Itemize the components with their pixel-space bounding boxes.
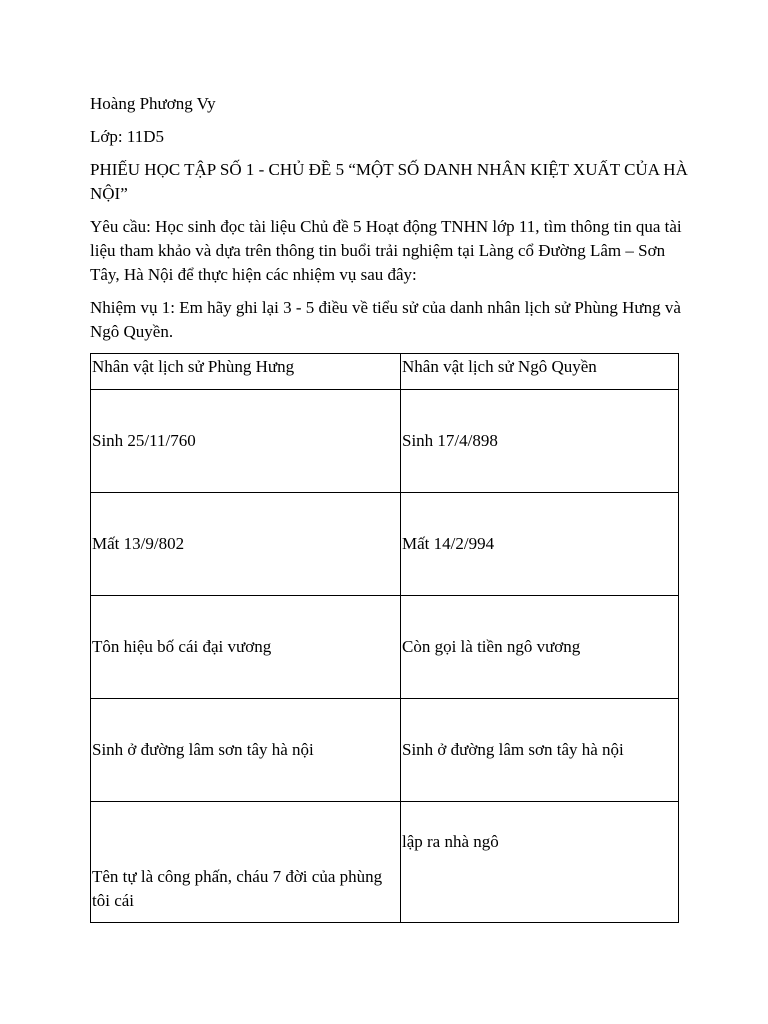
- biography-table: [90, 353, 679, 923]
- student-name: Hoàng Phương Vy: [90, 94, 216, 113]
- table-row: [91, 596, 679, 699]
- cell-phung-hung: Mất 13/9/802: [91, 493, 401, 596]
- cell-ngo-quyen: Sinh 17/4/898: [401, 390, 679, 493]
- cell-ngo-quyen: Sinh ở đường lâm sơn tây hà nội: [401, 699, 679, 802]
- class-label: Lớp: 11D5: [90, 127, 164, 146]
- cell-phung-hung: Sinh 25/11/760: [91, 390, 401, 493]
- worksheet-page: [90, 92, 690, 923]
- cell-ngo-quyen: Mất 14/2/994: [401, 493, 679, 596]
- cell-ngo-quyen: lập ra nhà ngô: [401, 802, 679, 923]
- task-1-text: Nhiệm vụ 1: Em hãy ghi lại 3 - 5 điều về tiểu sử của danh nhân lịch sử Phùng Hưng và Ngô Quyền.: [90, 298, 681, 341]
- table-row: [91, 802, 679, 923]
- cell-phung-hung: Tên tự là công phấn, cháu 7 đời của phùng tôi cái: [91, 802, 401, 923]
- table-row: [91, 699, 679, 802]
- header-phung-hung: Nhân vật lịch sử Phùng Hưng: [91, 354, 401, 390]
- header-ngo-quyen: Nhân vật lịch sử Ngô Quyền: [401, 354, 679, 390]
- cell-phung-hung: Sinh ở đường lâm sơn tây hà nội: [91, 699, 401, 802]
- table-row: [91, 390, 679, 493]
- table-row: [91, 493, 679, 596]
- cell-ngo-quyen: Còn gọi là tiền ngô vương: [401, 596, 679, 699]
- cell-phung-hung: Tôn hiệu bố cái đại vương: [91, 596, 401, 699]
- worksheet-title: PHIẾU HỌC TẬP SỐ 1 - CHỦ ĐỀ 5 “MỘT SỐ DANH NHÂN KIỆT XUẤT CỦA HÀ NỘI”: [90, 160, 688, 203]
- table-header-row: [91, 354, 679, 390]
- requirement-text: Yêu cầu: Học sinh đọc tài liệu Chủ đề 5 Hoạt động TNHN lớp 11, tìm thông tin qua tài liệu tham khảo và dựa trên thông tin buổi trải nghiệm tại Làng cổ Đường Lâm – Sơn Tây, Hà Nội để thực hiện các nhiệm vụ sau đây:: [90, 217, 682, 284]
